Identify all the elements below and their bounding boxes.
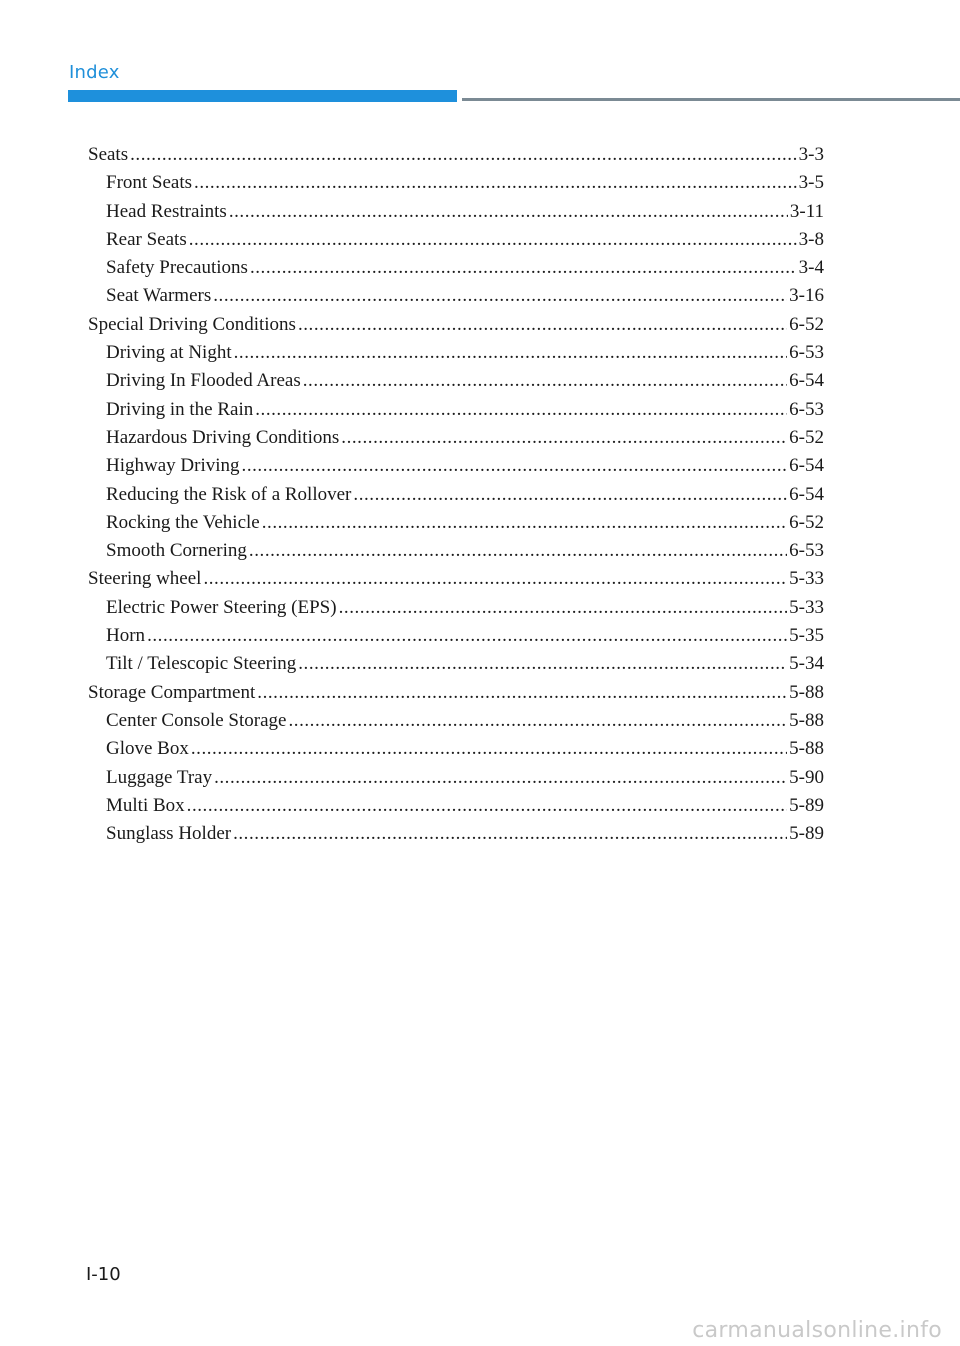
dot-leader	[147, 622, 787, 650]
section-title: Index	[69, 62, 120, 83]
dot-leader	[250, 254, 797, 282]
dot-leader	[255, 396, 787, 424]
page-number: I-10	[86, 1264, 121, 1285]
entry-page-ref: 6-54	[789, 483, 824, 505]
index-subentry	[88, 226, 824, 254]
entry-label: Storage Compartment	[88, 681, 256, 703]
entry-page-ref: 6-54	[789, 455, 824, 477]
entry-label: Center Console Storage	[106, 709, 287, 731]
entry-label: Horn	[106, 625, 146, 647]
dot-leader	[242, 452, 788, 480]
entry-label: Rear Seats	[106, 228, 187, 250]
entry-label: Rocking the Vehicle	[106, 511, 260, 533]
dot-leader	[214, 764, 787, 792]
index-subentry	[88, 537, 824, 565]
entry-page-ref: 6-52	[789, 511, 824, 533]
entry-page-ref: 6-53	[789, 342, 824, 364]
entry-page-ref: 3-3	[798, 144, 824, 165]
entry-label: Driving at Night	[106, 342, 232, 364]
entry-page-ref: 6-52	[789, 426, 824, 448]
dot-leader	[339, 594, 788, 622]
entry-label: Reducing the Risk of a Rollover	[106, 483, 352, 505]
header-rule	[462, 98, 960, 101]
index-subentry	[88, 367, 824, 395]
entry-label: Sunglass Holder	[106, 823, 232, 845]
index-subentry	[88, 764, 824, 792]
entry-page-ref: 6-54	[789, 370, 824, 392]
entry-page-ref: 5-34	[789, 653, 824, 675]
dot-leader	[303, 367, 787, 395]
entry-label: Luggage Tray	[106, 766, 213, 788]
dot-leader	[189, 226, 797, 254]
dot-leader	[233, 820, 787, 848]
index-subentry	[88, 792, 824, 820]
entry-page-ref: 5-88	[789, 709, 824, 731]
entry-page-ref: 3-5	[798, 172, 824, 194]
dot-leader	[298, 311, 787, 339]
entry-page-ref: 5-33	[789, 596, 824, 618]
index-subentry	[88, 509, 824, 537]
index-subentry	[88, 339, 824, 367]
entry-label: Special Driving Conditions	[88, 313, 296, 335]
entry-label: Head Restraints	[106, 200, 227, 222]
index-subentry	[88, 282, 824, 310]
dot-leader	[249, 537, 787, 565]
dot-leader	[341, 424, 787, 452]
index-subentry	[88, 707, 824, 735]
index-subentry	[88, 622, 824, 650]
entry-label: Seats	[88, 144, 129, 165]
entry-page-ref: 3-16	[789, 285, 824, 307]
index-subentry	[88, 594, 824, 622]
index-subentry	[88, 396, 824, 424]
dot-leader	[257, 679, 787, 707]
header-accent-bar	[68, 90, 457, 102]
dot-leader	[288, 707, 787, 735]
entry-label: Highway Driving	[106, 455, 240, 477]
entry-label: Smooth Cornering	[106, 540, 247, 562]
index-list	[88, 141, 824, 848]
entry-page-ref: 5-33	[789, 568, 824, 590]
index-entry	[88, 141, 824, 169]
entry-label: Multi Box	[106, 794, 185, 816]
index-subentry	[88, 169, 824, 197]
index-subentry	[88, 650, 824, 678]
entry-label: Driving in the Rain	[106, 398, 254, 420]
entry-label: Seat Warmers	[106, 285, 212, 307]
entry-label: Electric Power Steering (EPS)	[106, 596, 337, 618]
dot-leader	[234, 339, 788, 367]
entry-label: Glove Box	[106, 738, 189, 760]
entry-label: Front Seats	[106, 172, 193, 194]
dot-leader	[353, 481, 787, 509]
entry-page-ref: 5-35	[789, 625, 824, 647]
dot-leader	[187, 792, 788, 820]
index-subentry	[88, 424, 824, 452]
entry-label: Safety Precautions	[106, 257, 248, 279]
entry-label: Steering wheel	[88, 568, 202, 590]
index-entry	[88, 311, 824, 339]
entry-page-ref: 3-11	[789, 200, 824, 222]
index-entry	[88, 679, 824, 707]
dot-leader	[262, 509, 787, 537]
index-subentry	[88, 254, 824, 282]
index-subentry	[88, 735, 824, 763]
entry-page-ref: 6-53	[789, 540, 824, 562]
entry-page-ref: 5-90	[789, 766, 824, 788]
dot-leader	[203, 565, 787, 593]
watermark: carmanualsonline.info	[692, 1318, 942, 1343]
entry-page-ref: 5-88	[789, 681, 824, 703]
entry-page-ref: 3-8	[798, 228, 824, 250]
entry-page-ref: 5-88	[789, 738, 824, 760]
index-subentry	[88, 820, 824, 848]
entry-page-ref: 5-89	[789, 823, 824, 845]
dot-leader	[229, 198, 788, 226]
entry-label: Tilt / Telescopic Steering	[106, 653, 297, 675]
index-subentry	[88, 452, 824, 480]
dot-leader	[298, 650, 787, 678]
dot-leader	[191, 735, 787, 763]
entry-label: Hazardous Driving Conditions	[106, 426, 340, 448]
entry-page-ref: 6-52	[789, 313, 824, 335]
entry-page-ref: 5-89	[789, 794, 824, 816]
entry-page-ref: 6-53	[789, 398, 824, 420]
index-entry	[88, 565, 824, 593]
index-subentry	[88, 198, 824, 226]
dot-leader	[130, 141, 797, 169]
dot-leader	[213, 282, 787, 310]
dot-leader	[194, 169, 797, 197]
entry-page-ref: 3-4	[798, 257, 824, 279]
entry-label: Driving In Flooded Areas	[106, 370, 301, 392]
index-subentry	[88, 481, 824, 509]
